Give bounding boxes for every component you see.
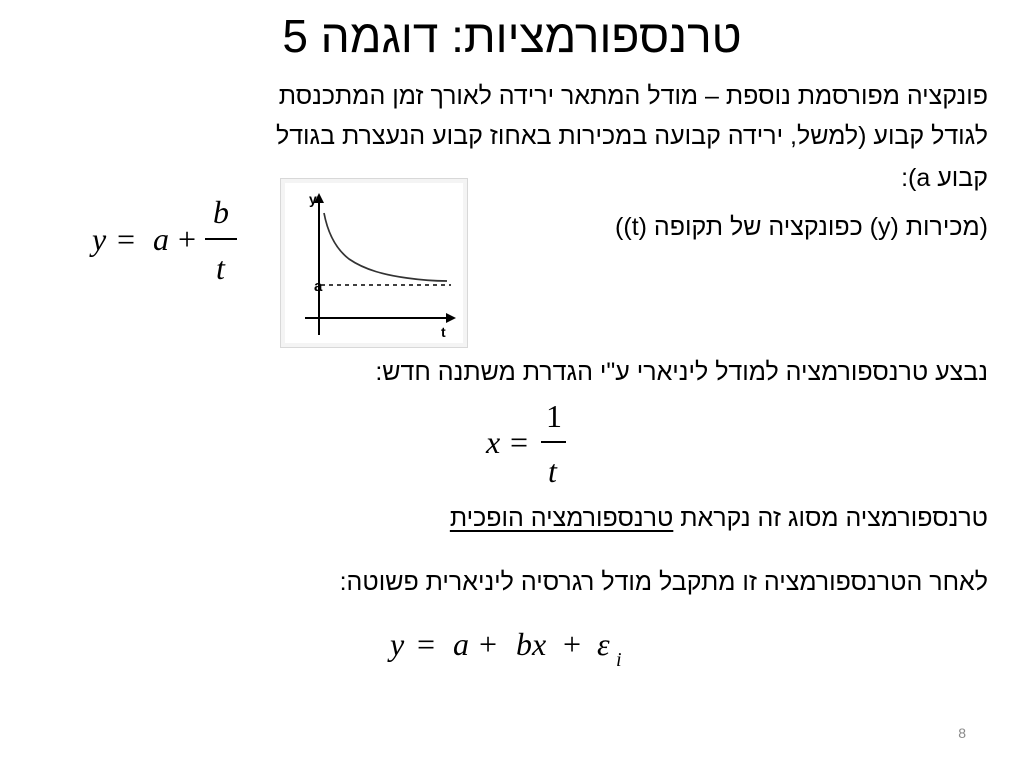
regression-y: y [390,626,405,662]
inverse-transform-equation [486,398,576,489]
description-line-1: פונקציה מפורסמת נוספת – מודל המתאר ירידה לאורך זמן המתכנסת [278,82,988,110]
linear-regression-equation [390,622,640,670]
inverse-transformation-term: טרנספורמציה הופכית [449,504,674,532]
page-number: 8 [958,725,966,741]
description-line-2: לגודל קבוע (למשל, ירידה קבועה במכירות באחוז קבוע הנעצרת בגודל [275,122,988,150]
fraction-denominator-t: t [216,250,225,286]
regression-plus-2: + [563,626,582,662]
transform-fraction-line [541,441,566,443]
equation-equals: = [117,221,136,257]
plot-asymptote-label: a [314,278,323,295]
slide-title: טרנספורמציות: דוגמה 5 [282,10,742,62]
transformation-name-prefix: טרנספורמציה מסוג זה נקראת [673,504,988,532]
decay-curve-svg [281,179,467,347]
t-axis-arrow [446,313,456,323]
decay-curve-plot [280,178,468,348]
fraction-numerator-b: b [213,194,229,230]
sales-by-period-caption: (מכירות (y) כפונקציה של תקופה (t)) [615,213,988,241]
regression-equals: = [417,626,436,662]
regression-a: a [453,626,469,662]
regression-epsilon: ε [597,626,610,662]
equation-y: y [92,221,107,257]
regression-result-line: לאחר הטרנספורמציה זו מתקבל מודל רגרסיה ליניארית פשוטה: [339,568,988,596]
regression-plus-1: + [479,626,498,662]
transform-denominator-t: t [548,453,557,489]
regression-bx: bx [516,626,547,662]
transform-x: x [486,424,501,460]
description-line-3: קבוע a): [901,164,988,192]
decay-model-equation [92,196,242,288]
decay-curve [324,213,447,281]
plot-y-label: y [309,191,317,207]
equation-plus: + [178,221,197,257]
transform-equals: = [510,424,529,460]
regression-subscript-i: i [616,649,622,671]
transformation-name-line [450,498,988,538]
transform-numerator-1: 1 [546,398,562,434]
equation-a: a [153,221,169,257]
transformation-instruction: נבצע טרנספורמציה למודל ליניארי ע"י הגדרת משתנה חדש: [375,358,988,386]
plot-t-label: t [441,324,446,340]
fraction-line [205,238,237,240]
